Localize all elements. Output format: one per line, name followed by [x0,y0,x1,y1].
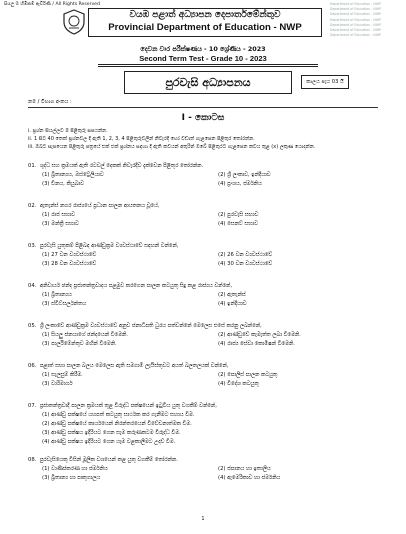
option-1[interactable]: (1) සියලු ජනයාගේ ඡන්දයෙන් වීමෙනි. [42,332,128,338]
option-2[interactable]: (2) ආණ්ඩු පක්ෂයේ කාර්යයෙන් නිරන්තරයෙන් විවේචනාත්මක වීම. [42,421,192,427]
option-3[interactable]: (3) බ්‍රිතාන්‍ය හා පෘතුගාලය [42,475,101,481]
paper-duration: කාලය පැය 03 යි [301,75,349,89]
divider [28,107,378,108]
option-4[interactable]: (4) ඇමෙරිකාව හා ජර්මනිය [218,475,281,481]
option-1[interactable]: (1) සැලසුම් කිරීම. [42,372,83,378]
page-number: 1 [201,516,205,522]
option-4[interactable]: (4) රාජ්‍ය සේවා කොමිෂන් වීමෙනි. [218,341,295,347]
question-stem: 05. ශ්‍රී ලංකාවේ ආණ්ඩුක්‍රම ව්‍යවස්ථාවේ අනුව ජනාධිපති ධුරය පත්වන්නේ මෙලෙස එසේ කරනු ලබන්නේ, [28,323,262,329]
option-1[interactable]: (1) බ්‍රිතාන්‍යය [42,292,72,298]
option-2[interactable]: (2) පුරවැසි සභාව [218,212,259,218]
option-4[interactable]: (4) සෙනට් සභාව [218,221,258,227]
watermark-line: Department of Education - NWP [330,2,381,6]
question-stem: 02. ඇතැන්ස් නගර රාජ්‍යයේ ප්‍රධාන පාලන ආයතනය වූයේ, [28,203,160,209]
test-title-en: Second Term Test - Grade 10 - 2023 [139,54,267,63]
option-1[interactable]: (1) ආණ්ඩු පක්ෂයේ යහපත් කටයුතු සාර්ථක කර ගැනීමට සහාය වීම. [42,412,195,418]
option-4[interactable]: (4) ප්‍රංශය, ජර්මනිය [218,181,262,187]
divider [98,66,318,67]
option-1[interactable]: (1) වාණිජකරණ හා ජර්මනිය [42,466,108,472]
question-stem: 04. අනිවාර්ය ඡන්ද ප්‍රජාතන්ත්‍රවාදය පළමුව කරගෙන පාලන කටයුතු සිදු කළ රාජ්‍යය වන්නේ, [28,283,233,289]
question-stem: 07. ප්‍රජාතන්ත්‍රවාදී පාලන ක්‍රමයක් තුළ විරුද්ධ පක්ෂයෙන් ඉටුවිය යුතු වගකීම් වන්නේ, [28,403,217,409]
watermark-line: Department of Education - NWP [330,33,381,38]
option-2[interactable]: (2) ආණ්ඩුවේ කැමැත්ත ලබා වීමෙනි. [218,332,301,338]
name-index-label: නම / විභාග අංකය : [28,99,72,105]
test-title-si: දෙවන වාර පරීක්ෂණය - 10 ශ්‍රේණිය - 2023 [140,45,266,53]
option-4[interactable]: (4) ආණ්ඩු පක්ෂය ඉදිරියට ගෙන යෑම වළකාලීමට උදව් වීම. [42,439,176,445]
option-1[interactable]: (1) රාජ සභාව [42,212,75,218]
option-2[interactable]: (2) පොලිස් පාලන කටයුතු [218,372,278,378]
watermark [330,2,402,38]
header-title-si: වයඹ පළාත් අධ්‍යාපන දෙපාර්තමේන්තුව [129,10,281,20]
divider [98,64,318,65]
option-3[interactable]: (3) වාරිමාර්ග [42,381,73,387]
option-4[interactable]: (4) 30 වන ව්‍යවස්ථාවේ [218,261,273,267]
option-3[interactable]: (3) චීනය, කියුබාව [42,181,84,187]
option-2[interactable]: (2) ඇතැන්ස් [218,292,246,298]
watermark-line: Department of Education - NWP [330,28,381,33]
option-2[interactable]: (2) ශ්‍රී ලංකාව, ඉන්දියාව [218,172,271,178]
option-3[interactable]: (3) ආණ්ඩු පක්ෂය ඉදිරියට ගෙන සැම කරුණකටම විරුද්ධ වීම. [42,430,181,436]
watermark-line: Department of Education - NWP [330,7,381,12]
option-3[interactable]: (3) ස්විට්සර්ලන්තය [42,301,87,307]
provincial-emblem-icon [62,9,86,35]
option-2[interactable]: (2) 26 වන ව්‍යවස්ථාවේ [218,252,273,258]
watermark-line: Department of Education - NWP [330,22,381,27]
option-3[interactable]: (3) 28 වන ව්‍යවස්ථාවේ [42,261,97,267]
header-title-en: Provincial Department of Education - NWP [108,22,302,33]
option-1[interactable]: (1) බ්‍රිතාන්‍යය, ඔස්ට්‍රේලියාව [42,172,104,178]
option-3[interactable]: (3) පාර්ලිමේන්තුව මඟින් වීමෙනි. [42,341,117,347]
watermark-line: Department of Education - NWP [330,17,381,22]
section-title: I - කොටස [181,113,225,123]
watermark-line: Department of Education - NWP [330,12,381,17]
option-3[interactable]: (3) මන්ත්‍රී සභාව [42,221,79,227]
question-stem: 06. පළාත් සභා පාලන බලය මෙලෙස ඇති සමගාමී ලැයිස්තුවට අයත් බලතලයක් වන්නේ, [28,363,229,369]
instruction: iii. ඔබට සැපයෙන පිළිතුරු පත්‍රයේ එක් එක් ප්‍රශ්නය සඳහා දී ඇති කවයන් අතුරින් ඔබේ පිළිතුරට ගැළපෙන කවය තුළ (x) ලකුණ යොදන්න. [28,144,316,150]
option-2[interactable]: (2) ජපානය හා ඉතාලිය [218,466,271,472]
option-4[interactable]: (4) විදේශ කටයුතු [218,381,259,387]
header-box [88,8,322,37]
copyright-notice: සියලු ම හිමිකම් ඇවිරිණි / All Rights Reserved [4,2,100,7]
question-stem: 01. ශුද්ධ සහ ක්‍රමයක් ඇති රටවල් දෙකක් නිවැරදිව දැක්වෙන පිළිතුර තෝරන්න. [28,163,204,169]
option-4[interactable]: (4) ඉන්දියාව [218,301,247,307]
instruction: ii. 1 සිට 40 තෙක් ප්‍රශ්නවල දී ඇති 1, 2, 3, 4 පිළිතුරුවලින් නිවැරදි හෝ වඩාත් ගැළපෙන පිළිතුර තෝරන්න. [28,136,255,142]
instruction: i. ප්‍රශ්න සියල්ලට ම පිළිතුරු සපයන්න. [28,128,108,134]
question-stem: 08. පුරවැසියෙකු විසින් මූලික වශයෙන් කළ යුතු වගකීම් තෝරන්න. [28,457,178,463]
subject-title: පුරවැසි අධ්‍යාපනය [124,71,292,94]
question-stem: 03. පුරවැසි යුතුකම් පිළිබඳ ආණ්ඩුක්‍රම ව්‍යවස්ථාවේ සඳහන් වන්නේ, [28,243,179,249]
option-1[interactable]: (1) 27 වන ව්‍යවස්ථාවේ [42,252,97,258]
